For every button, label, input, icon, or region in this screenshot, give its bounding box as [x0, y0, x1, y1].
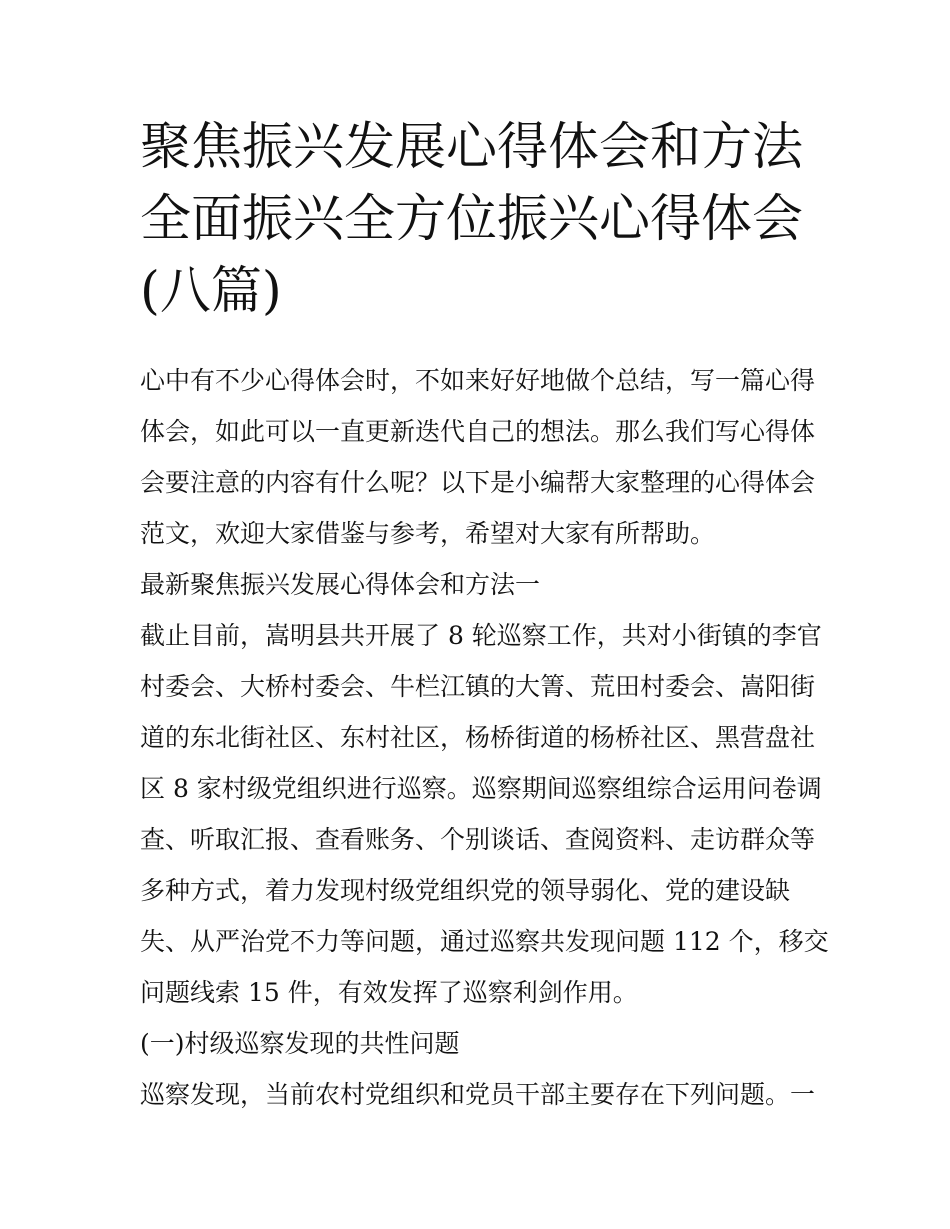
- body-line-1: 心中有不少心得体会时，不如来好好地做个总结，写一篇心得: [140, 366, 816, 395]
- body-line-11: 多种方式，着力发现村级党组织党的领导弱化、党的建设缺: [140, 876, 791, 905]
- body-line-3: 会要注意的内容有什么呢？以下是小编帮大家整理的心得体会: [140, 468, 816, 497]
- title-line-3: (八篇): [140, 262, 282, 321]
- document-title: [140, 112, 820, 328]
- body-line-13: 问题线索 15 件，有效发挥了巡察利剑作用。: [140, 978, 638, 1007]
- subsection-heading-1: (一)村级巡察发现的共性问题: [140, 1029, 460, 1058]
- body-line-6: 截止目前，嵩明县共开展了 8 轮巡察工作，共对小街镇的李官: [140, 621, 822, 650]
- title-line-1: 聚焦振兴发展心得体会和方法: [140, 118, 804, 177]
- section-heading-1: 最新聚焦振兴发展心得体会和方法一: [140, 570, 541, 599]
- body-line-2: 体会，如此可以一直更新迭代自己的想法。那么我们写心得体: [140, 417, 816, 446]
- body-line-8: 道的东北街社区、东村社区，杨桥街道的杨桥社区、黑营盘社: [140, 723, 816, 752]
- body-line-4: 范文，欢迎大家借鉴与参考，希望对大家有所帮助。: [140, 519, 716, 548]
- body-line-9: 区 8 家村级党组织进行巡察。巡察期间巡察组综合运用问卷调: [140, 774, 822, 803]
- document-body: [140, 355, 830, 1120]
- body-line-10: 查、听取汇报、查看账务、个别谈话、查阅资料、走访群众等: [140, 825, 816, 854]
- body-line-15: 巡察发现，当前农村党组织和党员干部主要存在下列问题。一: [140, 1080, 816, 1109]
- title-line-2: 全面振兴全方位振兴心得体会: [140, 190, 804, 249]
- body-line-12: 失、从严治党不力等问题，通过巡察共发现问题 112 个，移交: [140, 927, 829, 956]
- body-line-7: 村委会、大桥村委会、牛栏江镇的大箐、荒田村委会、嵩阳街: [140, 672, 816, 701]
